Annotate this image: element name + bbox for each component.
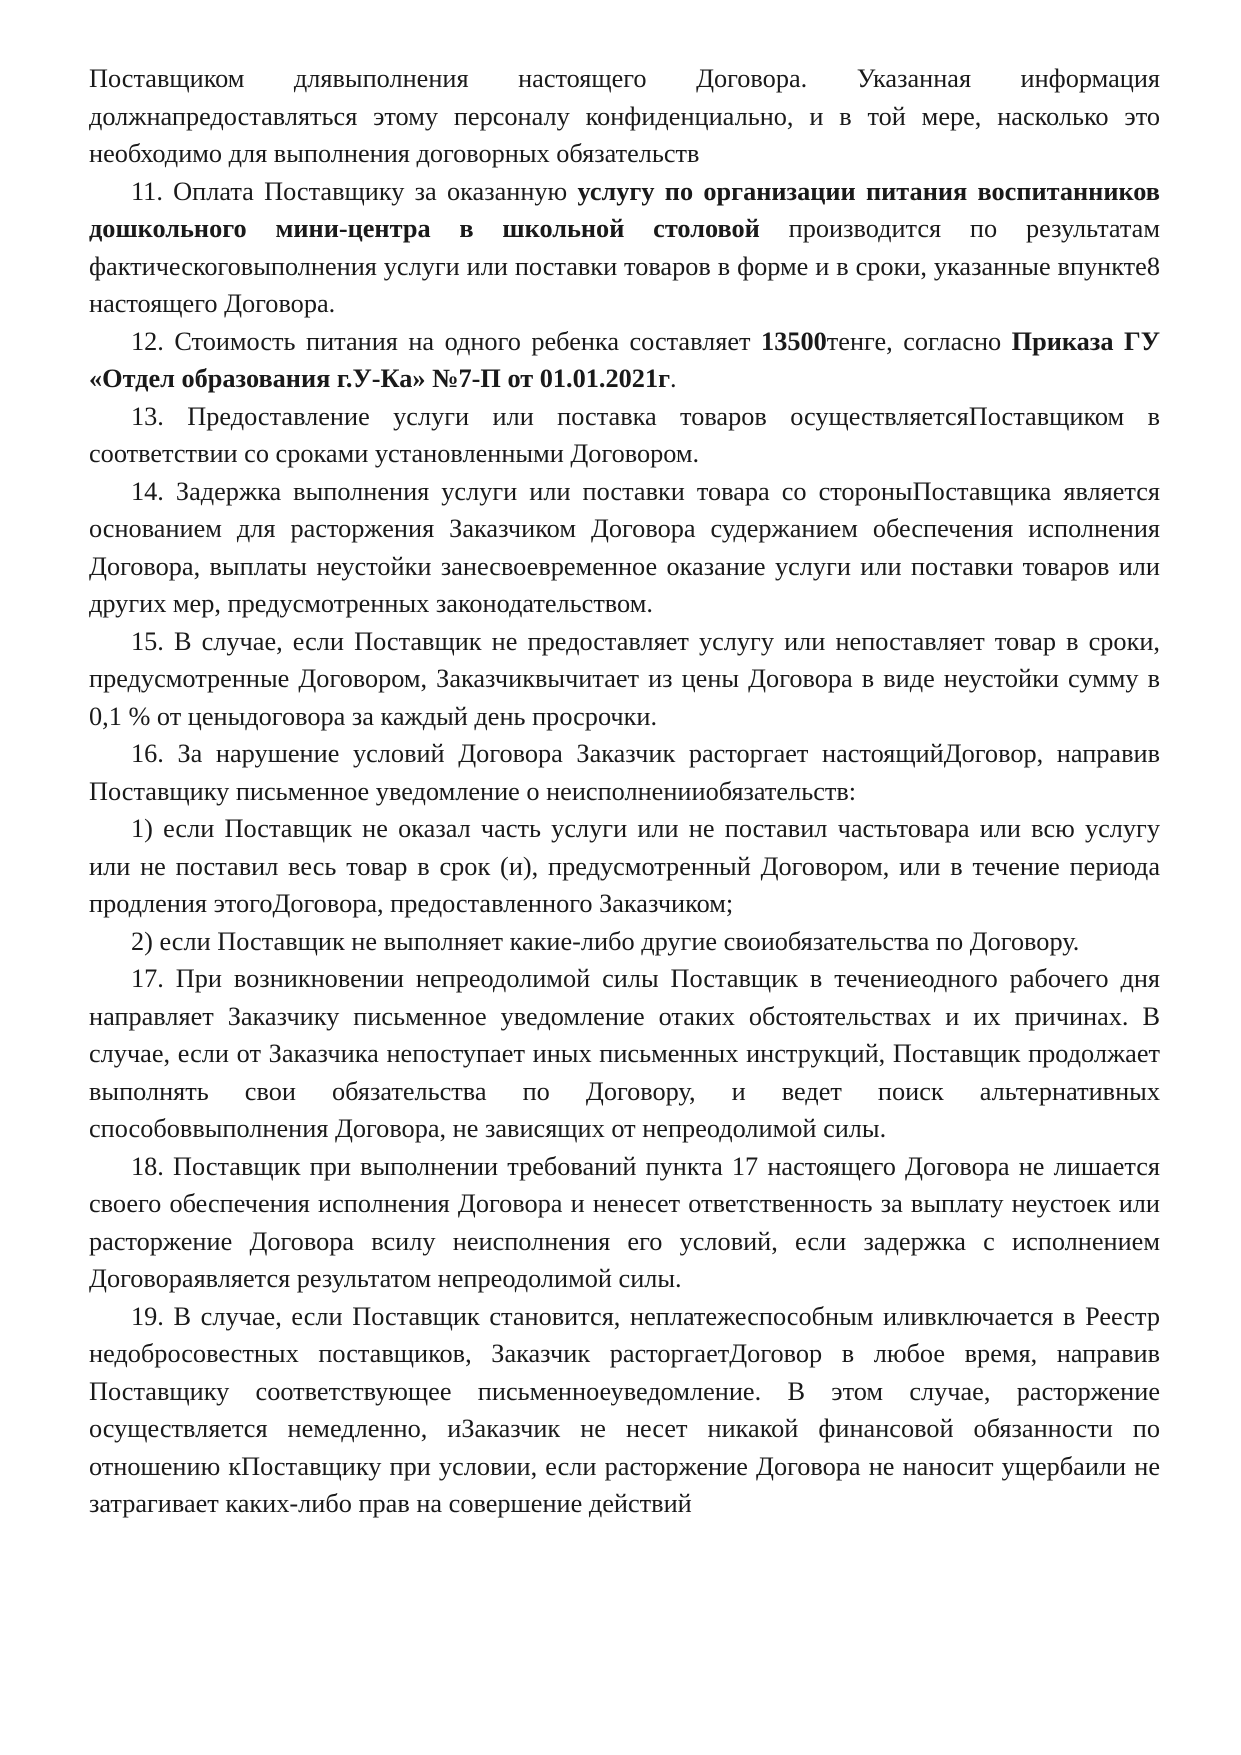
paragraph-cont	[89, 60, 1160, 173]
paragraph-11	[89, 173, 1160, 323]
paragraph-13	[89, 398, 1160, 473]
paragraph-14	[89, 473, 1160, 623]
text-segment: 15. В случае, если Поставщик не предоставляет услугу или непоставляет товар в сроки, предусмотренные Договором, Заказчиквычитает из цены Договора в виде неустойки сумму в 0,1 % от ценыдоговора за каждый день просрочки.	[89, 626, 1160, 731]
paragraph-18	[89, 1148, 1160, 1298]
bold-text-segment: Приказа ГУ «Отдел образования г.У-Ка» №7-П от 01.01.2021г	[89, 326, 1161, 393]
text-segment: 16. За нарушение условий Договора Заказчик расторгает настоящийДоговор, направив Поставщику письменное уведомление о неисполненииобязательств:	[89, 739, 1160, 806]
bold-text-segment: 13500	[761, 326, 827, 356]
paragraph-17	[89, 960, 1160, 1148]
text-segment: Поставщиком длявыполнения настоящего Договора. Указанная информация должнапредоставляться этому персоналу конфиденциально, и в той мере, насколько это необходимо для выполнения договорных обязательств	[89, 64, 1160, 168]
paragraph-12	[89, 323, 1160, 398]
paragraph-16-1	[89, 810, 1160, 923]
text-segment: .	[670, 364, 677, 393]
document-page	[89, 60, 1160, 1523]
text-segment: 11. Оплата Поставщику за оказанную	[131, 176, 578, 206]
text-segment: 12. Стоимость питания на одного ребенка составляет	[131, 326, 762, 356]
text-segment: 14. Задержка выполнения услуги или поставки товара со стороныПоставщика является основанием для расторжения Заказчиком Договора судержанием обеспечения исполнения Договора, выплаты неустойки занесвоевременное оказание услуги или поставки товаров или других мер, предусмотренных законодательством.	[89, 476, 1160, 618]
text-segment: тенге, согласно	[826, 326, 1012, 356]
text-segment: 18. Поставщик при выполнении требований пункта 17 настоящего Договора не лишается своего обеспечения исполнения Договора и ненесет ответственность за выплату неустоек или расторжение Договора всилу неисполнения его условий, если задержка с исполнением Договораявляется результатом непреодолимой силы.	[89, 1151, 1160, 1293]
bold-text-segment: услугу по организации питания воспитанников дошкольного мини-центра в школьной столовой	[89, 176, 1160, 243]
text-segment: 1) если Поставщик не оказал часть услуги или не поставил частьтовара или всю услугу или не поставил весь товар в срок (и), предусмотренный Договором, или в течение периода продления этогоДоговора, предоставленного Заказчиком;	[89, 814, 1160, 918]
text-segment: производится по результатам фактическоговыполнения услуги или поставки товаров в форме и в сроки, указанные впункте8 настоящего Договора.	[89, 214, 1160, 318]
paragraph-19	[89, 1298, 1160, 1523]
text-segment: 19. В случае, если Поставщик становится, неплатежеспособным иливключается в Реестр недобросовестных поставщиков, Заказчик расторгаетДоговор в любое время, направив Поставщику соответствующее письменноеуведомление. В этом случае, расторжение осуществляется немедленно, иЗаказчик не несет никакой финансовой обязанности по отношению кПоставщику при условии, если расторжение Договора не наносит ущербаили не затрагивает каких-либо прав на совершение действий	[89, 1301, 1160, 1518]
text-segment: 2) если Поставщик не выполняет какие-либо другие своиобязательства по Договору.	[131, 926, 1080, 956]
paragraph-16-2	[89, 923, 1160, 961]
paragraph-15	[89, 623, 1160, 736]
text-segment: 13. Предоставление услуги или поставка товаров осуществляетсяПоставщиком в соответствии со сроками установленными Договором.	[89, 401, 1160, 468]
paragraph-16	[89, 735, 1160, 810]
text-segment: 17. При возникновении непреодолимой силы Поставщик в течениеодного рабочего дня направляет Заказчику письменное уведомление отаких обстоятельствах и их причинах. В случае, если от Заказчика непоступает иных письменных инструкций, Поставщик продолжает выполнять свои обязательства по Договору, и ведет поиск альтернативных способоввыполнения Договора, не зависящих от непреодолимой силы.	[89, 964, 1160, 1143]
